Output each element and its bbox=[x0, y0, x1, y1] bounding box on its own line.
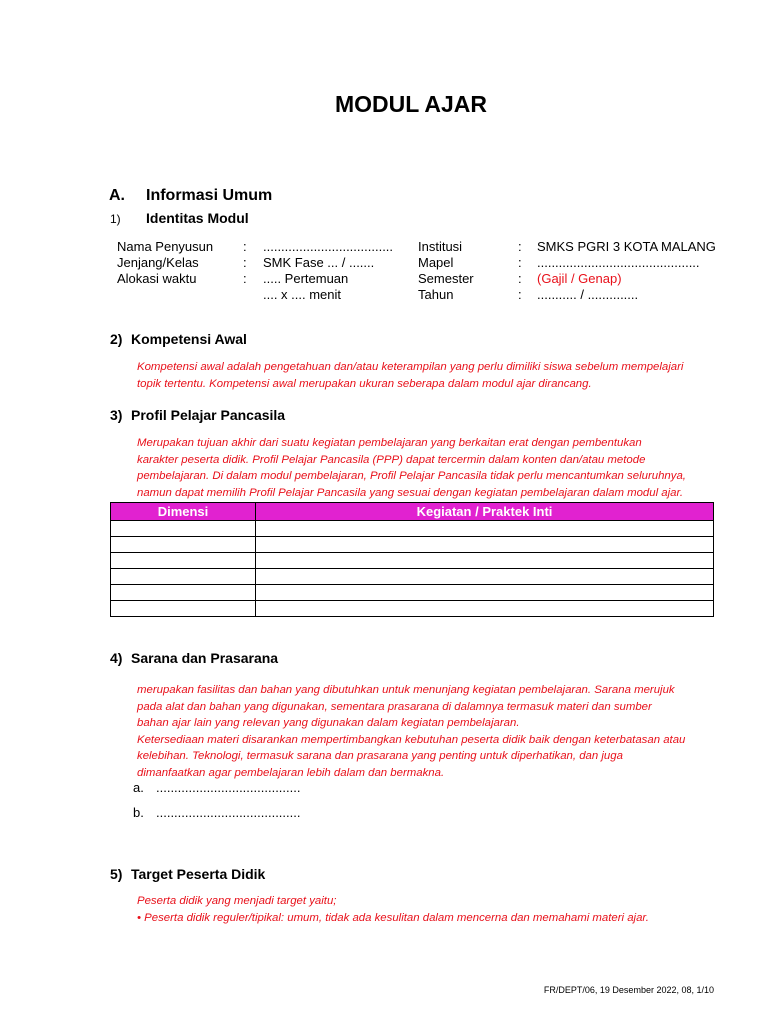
sarana-title: Sarana dan Prasarana bbox=[131, 650, 279, 666]
value-pertemuan: ..... Pertemuan bbox=[263, 271, 349, 286]
paragraph-line: kelebihan. Teknologi, termasuk sarana dan prasarana yang penting untuk diperhatikan, dan juga bbox=[137, 750, 623, 762]
page-footer: FR/DEPT/06, 19 Desember 2022, 08, 1/10 bbox=[543, 985, 714, 995]
value-nama-penyusun: .................................... bbox=[263, 239, 394, 254]
profil-description bbox=[137, 435, 717, 501]
table-row bbox=[111, 537, 714, 553]
value-menit: .... x .... menit bbox=[263, 287, 342, 302]
identitas-number: 1) bbox=[110, 212, 121, 226]
table-cell[interactable] bbox=[111, 585, 256, 601]
table-row bbox=[111, 553, 714, 569]
table-row bbox=[111, 585, 714, 601]
paragraph-line: dimanfaatkan agar pembelajaran lebih dalam dan bermakna. bbox=[137, 766, 445, 779]
label-semester: Semester bbox=[418, 271, 474, 286]
value-institusi: SMKS PGRI 3 KOTA MALANG bbox=[537, 239, 716, 254]
section-a-letter: A. bbox=[109, 187, 125, 204]
list-marker-b: b. bbox=[133, 805, 144, 820]
table-cell[interactable] bbox=[111, 521, 256, 537]
list-marker-a: a. bbox=[133, 780, 144, 795]
separator: : bbox=[518, 271, 522, 286]
value-semester: (Gajil / Genap) bbox=[537, 271, 622, 286]
paragraph-line: Kompetensi awal adalah pengetahuan dan/atau keterampilan yang perlu dimiliki siswa sebelum mempelajari bbox=[137, 361, 684, 373]
table-row bbox=[111, 601, 714, 617]
label-jenjang-kelas: Jenjang/Kelas bbox=[117, 255, 199, 270]
identitas-title: Identitas Modul bbox=[146, 210, 249, 226]
value-mapel: ............................................. bbox=[537, 255, 700, 270]
sarana-description bbox=[137, 682, 717, 781]
sarana-number: 4) bbox=[110, 650, 123, 666]
table-cell[interactable] bbox=[256, 521, 714, 537]
table-cell[interactable] bbox=[256, 601, 714, 617]
kompetensi-title: Kompetensi Awal bbox=[131, 331, 247, 347]
kompetensi-number: 2) bbox=[110, 331, 123, 347]
table-cell[interactable] bbox=[256, 537, 714, 553]
paragraph-line: • Peserta didik reguler/tipikal: umum, tidak ada kesulitan dalam mencerna dan memahami materi ajar. bbox=[137, 911, 649, 924]
profil-title: Profil Pelajar Pancasila bbox=[131, 407, 286, 423]
table-cell[interactable] bbox=[111, 553, 256, 569]
paragraph-line: merupakan fasilitas dan bahan yang dibutuhkan untuk menunjang kegiatan pembelajaran. Sarana merujuk bbox=[137, 684, 675, 696]
separator: : bbox=[243, 271, 247, 286]
profil-table bbox=[110, 502, 714, 617]
paragraph-line: pembelajaran. Di dalam modul pembelajaran, Profil Pelajar Pancasila tidak perlu mencantumkan seluruhnya, bbox=[137, 470, 686, 482]
paragraph-line: namun dapat memilih Profil Pelajar Pancasila yang sesuai dengan kegiatan pembelajaran dalam modul ajar. bbox=[137, 486, 684, 499]
value-tahun: ........... / .............. bbox=[537, 287, 639, 302]
list-item-b: ........................................ bbox=[156, 805, 301, 820]
paragraph-line: Ketersediaan materi disarankan mempertimbangkan kebutuhan peserta didik baik dengan keterbatasan atau bbox=[137, 733, 686, 746]
table-cell[interactable] bbox=[111, 601, 256, 617]
paragraph-line: karakter peserta didik. Profil Pelajar Pancasila (PPP) dapat tercermin dalam konten dan/atau metode bbox=[137, 453, 646, 466]
paragraph-line: topik tertentu. Kompetensi awal merupakan ukuran seberapa dalam modul ajar dirancang. bbox=[137, 377, 592, 390]
header-kegiatan: Kegiatan / Praktek Inti bbox=[256, 503, 714, 521]
table-cell[interactable] bbox=[256, 553, 714, 569]
label-mapel: Mapel bbox=[418, 255, 454, 270]
target-description bbox=[137, 893, 717, 926]
table-row bbox=[111, 521, 714, 537]
kompetensi-description bbox=[137, 359, 717, 392]
list-item-a: ........................................ bbox=[156, 780, 301, 795]
label-tahun: Tahun bbox=[418, 287, 454, 302]
paragraph-line: Merupakan tujuan akhir dari suatu kegiatan pembelajaran yang berkaitan erat dengan pembentukan bbox=[137, 437, 642, 449]
table-cell[interactable] bbox=[256, 585, 714, 601]
paragraph-line: pada alat dan bahan yang digunakan, sementara prasarana di dalamnya termasuk materi dan sumber bbox=[137, 700, 652, 713]
target-title: Target Peserta Didik bbox=[131, 866, 266, 882]
label-alokasi-waktu: Alokasi waktu bbox=[117, 271, 197, 286]
label-institusi: Institusi bbox=[418, 239, 463, 254]
separator: : bbox=[518, 287, 522, 302]
header-dimensi: Dimensi bbox=[111, 503, 256, 521]
separator: : bbox=[243, 239, 247, 254]
target-number: 5) bbox=[110, 866, 123, 882]
table-cell[interactable] bbox=[256, 569, 714, 585]
paragraph-line: bahan ajar lain yang relevan yang digunakan dalam kegiatan pembelajaran. bbox=[137, 717, 520, 729]
separator: : bbox=[243, 255, 247, 270]
profil-number: 3) bbox=[110, 407, 123, 423]
document-title: MODUL AJAR bbox=[334, 91, 488, 117]
label-nama-penyusun: Nama Penyusun bbox=[117, 239, 214, 254]
separator: : bbox=[518, 255, 522, 270]
table-cell[interactable] bbox=[111, 569, 256, 585]
value-jenjang-kelas: SMK Fase ... / ....... bbox=[263, 255, 375, 270]
table-cell[interactable] bbox=[111, 537, 256, 553]
table-row bbox=[111, 569, 714, 585]
table-header-row bbox=[111, 503, 714, 521]
section-a-title: Informasi Umum bbox=[146, 187, 273, 204]
separator: : bbox=[518, 239, 522, 254]
paragraph-line: Peserta didik yang menjadi target yaitu; bbox=[137, 895, 337, 907]
